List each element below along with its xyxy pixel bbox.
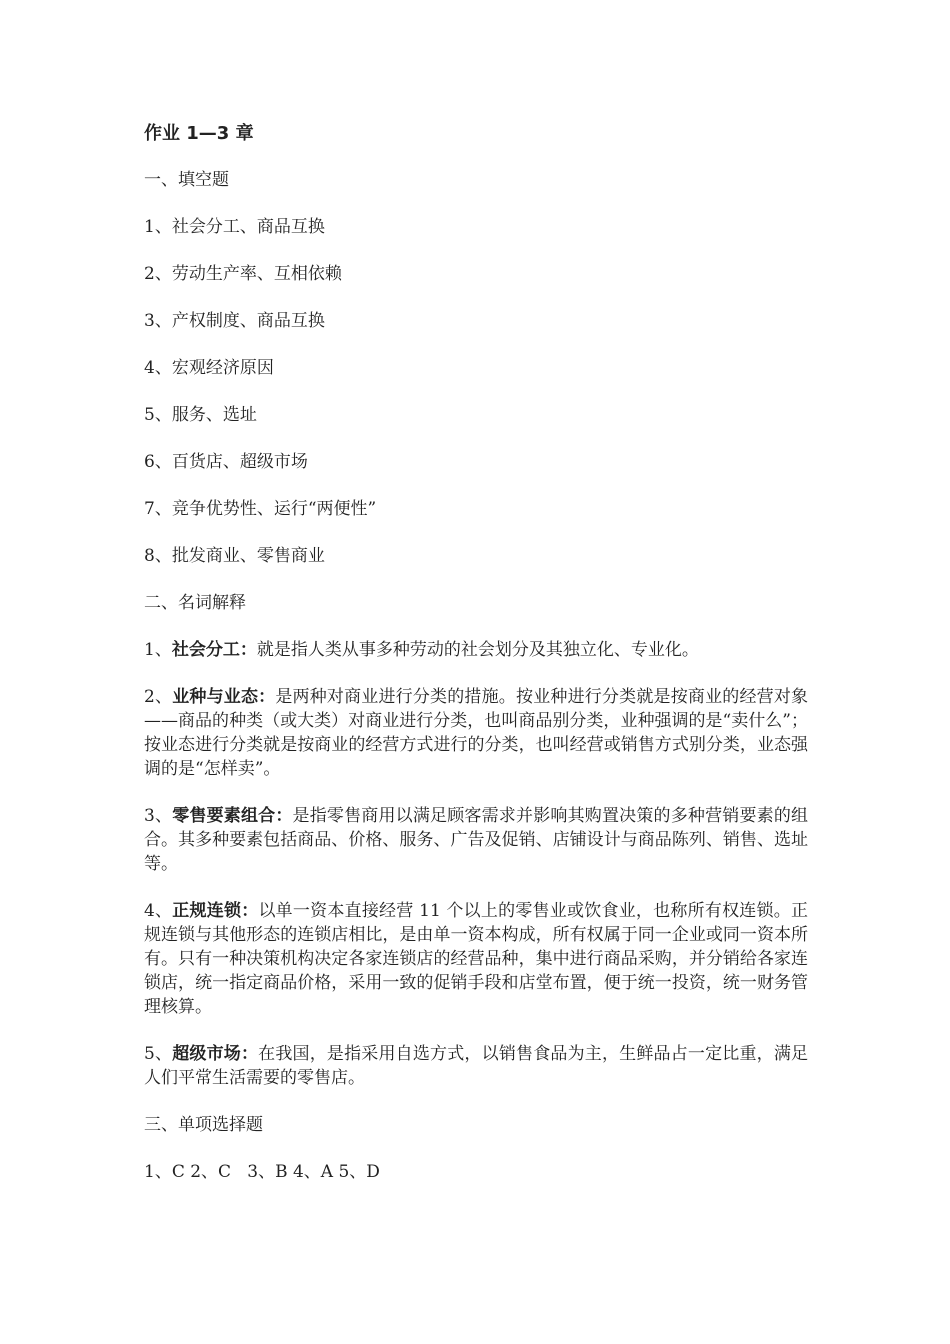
term-definition: [144, 804, 808, 876]
section-heading-terms: 二、名词解释: [144, 593, 246, 613]
fill-in-answer: 6、百货店、超级市场: [144, 452, 308, 472]
term-text: 是两种对商业进行分类的措施。按业种进行分类就是按商业的经营对象——商品的种类（或大类）对商业进行分类，也叫商品别分类，业种强调的是“卖什么”；按业态进行分类就是按商业的经营方式进行的分类，也叫经营或销售方式别分类，业态强调的是“怎样卖”。: [144, 687, 809, 779]
fill-in-answer: 3、产权制度、商品互换: [144, 311, 325, 331]
term-number: 5、: [144, 1044, 173, 1064]
term-text: 以单一资本直接经营 11 个以上的零售业或饮食业，也称所有权连锁。正规连锁与其他形态的连锁店相比，是由单一资本构成，所有权属于同一企业或同一资本所有。只有一种决策机构决定各家连锁店的经营品种，集中进行商品采购，并分销给各家连锁店，统一指定商品价格，采用一致的促销手段和店堂布置，便于统一投资，统一财务管理核算。: [144, 901, 808, 1017]
term-separator: ：: [241, 901, 259, 921]
fill-in-answer: 2、劳动生产率、互相依赖: [144, 264, 342, 284]
term-text: 就是指人类从事多种劳动的社会划分及其独立化、专业化。: [256, 640, 699, 660]
term-definition: [144, 685, 808, 781]
document-title: 作业 1—3 章: [144, 123, 254, 144]
fill-in-answer: 8、批发商业、零售商业: [144, 546, 325, 566]
section-heading-fill-in: 一、填空题: [144, 170, 229, 190]
term-separator: ：: [275, 806, 293, 826]
term-name: 超级市场: [172, 1044, 241, 1064]
fill-in-answer: 7、竞争优势性、运行“两便性”: [144, 499, 377, 519]
term-definition: [144, 1042, 808, 1090]
term-name: 正规连锁: [172, 901, 242, 921]
term-number: 4、: [144, 901, 173, 921]
term-separator: ：: [240, 1044, 259, 1064]
term-definition: [144, 899, 808, 1019]
term-separator: ：: [239, 640, 257, 660]
term-name: 社会分工: [171, 640, 240, 660]
term-separator: ：: [258, 687, 276, 707]
term-name: 零售要素组合: [172, 806, 276, 826]
single-choice-answers: 1、C 2、C 3、B 4、A 5、D: [144, 1162, 380, 1182]
term-text: 是指零售商用以满足顾客需求并影响其购置决策的多种营销要素的组合。其多种要素包括商品、价格、服务、广告及促销、店铺设计与商品陈列、销售、选址等。: [144, 806, 809, 874]
fill-in-answer: 4、宏观经济原因: [144, 358, 274, 378]
section-heading-single-choice: 三、单项选择题: [144, 1115, 263, 1135]
term-name: 业种与业态: [172, 687, 259, 707]
term-number: 1、: [144, 640, 172, 660]
term-definition: [144, 638, 808, 662]
fill-in-answer: 5、服务、选址: [144, 405, 257, 425]
term-text: 在我国，是指采用自选方式，以销售食品为主，生鲜品占一定比重，满足人们平常生活需要的零售店。: [144, 1044, 809, 1088]
term-number: 3、: [144, 806, 173, 826]
fill-in-answer: 1、社会分工、商品互换: [144, 217, 325, 237]
term-number: 2、: [144, 687, 173, 707]
document-content: [144, 122, 808, 1207]
